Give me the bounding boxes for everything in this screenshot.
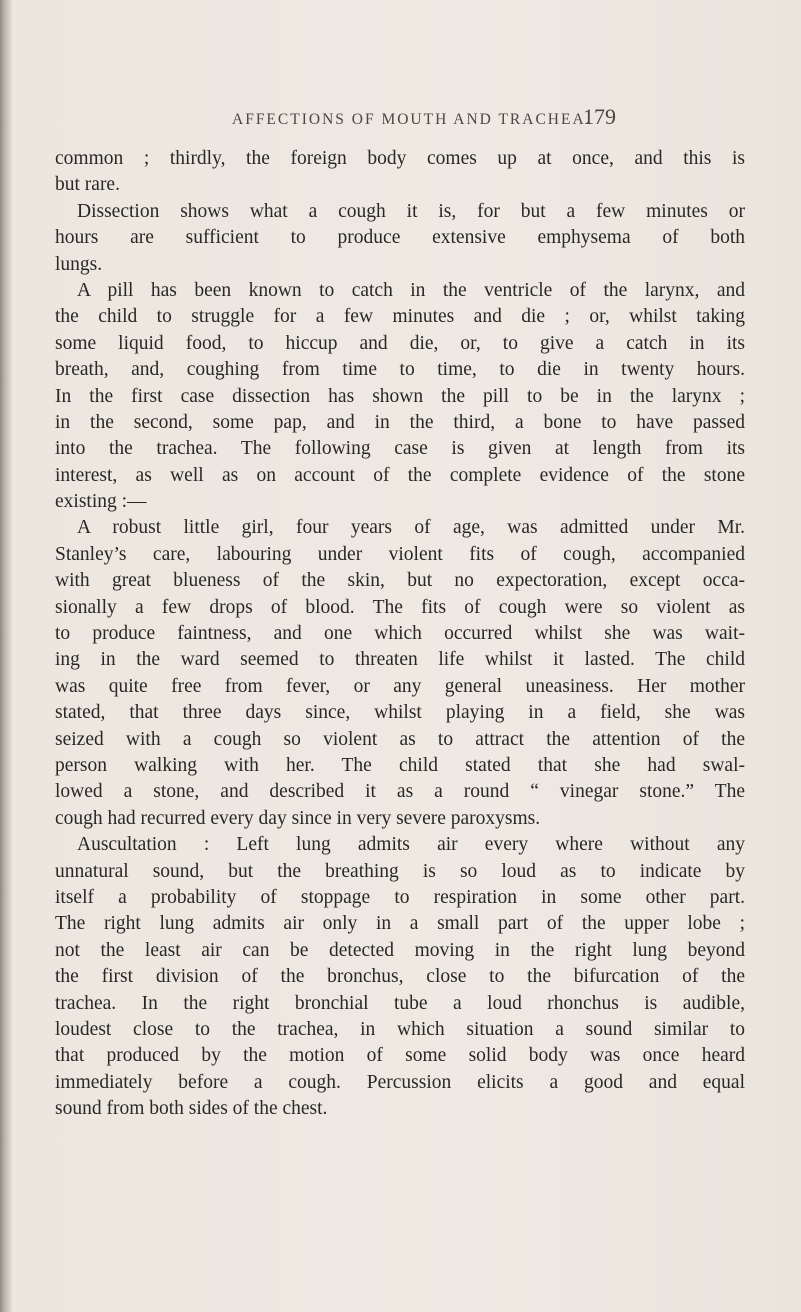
text-line: but rare. [55, 174, 120, 196]
text-line: itself a probability of stoppage to respiration in some other part. [55, 886, 745, 908]
body-text [55, 146, 745, 1122]
text-line: Auscultation : Left lung admits air every where without any [77, 834, 745, 856]
text-line: seized with a cough so violent as to attract the attention of the [55, 728, 745, 750]
page-header [0, 104, 801, 132]
text-line: lungs. [55, 253, 103, 275]
text-line: not the least air can be detected moving in the right lung beyond [55, 939, 745, 961]
text-line: In the first case dissection has shown the pill to be in the larynx ; [55, 385, 745, 407]
text-line: common ; thirdly, the foreign body comes up at once, and this is [55, 148, 745, 169]
text-line: ing in the ward seemed to threaten life whilst it lasted. The child [55, 649, 745, 671]
text-line: some liquid food, to hiccup and die, or, to give a catch in its [55, 332, 745, 354]
text-line: that produced by the motion of some solid body was once heard [55, 1045, 745, 1067]
text-line: loudest close to the trachea, in which situation a sound similar to [55, 1018, 745, 1040]
text-line: stated, that three days since, whilst playing in a field, she was [55, 702, 745, 724]
text-line: with great blueness of the skin, but no expectoration, except occa- [55, 570, 745, 592]
text-line: unnatural sound, but the breathing is so loud as to indicate by [55, 860, 745, 882]
text-line: A robust little girl, four years of age, was admitted under Mr. [77, 517, 745, 539]
text-line: hours are sufficient to produce extensive emphysema of both [55, 227, 745, 249]
text-line: person walking with her. The child stated that she had swal- [55, 754, 745, 776]
text-line: existing :— [55, 491, 147, 513]
text-line: the child to struggle for a few minutes and die ; or, whilst taking [55, 306, 745, 328]
text-line: to produce faintness, and one which occurred whilst she was wait- [55, 623, 745, 645]
text-line: Dissection shows what a cough it is, for but a few minutes or [77, 200, 745, 222]
text-line: Stanley’s care, labouring under violent fits of cough, accompanied [55, 543, 745, 565]
text-line: breath, and, coughing from time to time, to die in twenty hours. [55, 359, 745, 381]
page-gutter-shadow [0, 0, 12, 1312]
text-line: into the trachea. The following case is given at length from its [55, 438, 745, 460]
text-line: trachea. In the right bronchial tube a loud rhonchus is audible, [55, 992, 745, 1014]
text-line: interest, as well as on account of the complete evidence of the stone [55, 464, 745, 486]
text-line: immediately before a cough. Percussion elicits a good and equal [55, 1071, 745, 1093]
text-line: sound from both sides of the chest. [55, 1098, 328, 1120]
running-head: AFFECTIONS OF MOUTH AND TRACHEA. [232, 111, 592, 128]
text-line: lowed a stone, and described it as a round “ vinegar stone.” The [55, 781, 745, 803]
text-line: A pill has been known to catch in the ventricle of the larynx, and [77, 279, 745, 301]
text-line: in the second, some pap, and in the third, a bone to have passed [55, 411, 745, 433]
text-line: cough had recurred every day since in very severe paroxysms. [55, 807, 541, 829]
text-line: was quite free from fever, or any general uneasiness. Her mother [55, 675, 745, 697]
text-line: sionally a few drops of blood. The fits of cough were so violent as [55, 596, 745, 618]
page-number: 179 [583, 104, 616, 129]
text-line: the first division of the bronchus, close to the bifurcation of the [55, 966, 745, 988]
text-line: The right lung admits air only in a small part of the upper lobe ; [55, 913, 745, 935]
